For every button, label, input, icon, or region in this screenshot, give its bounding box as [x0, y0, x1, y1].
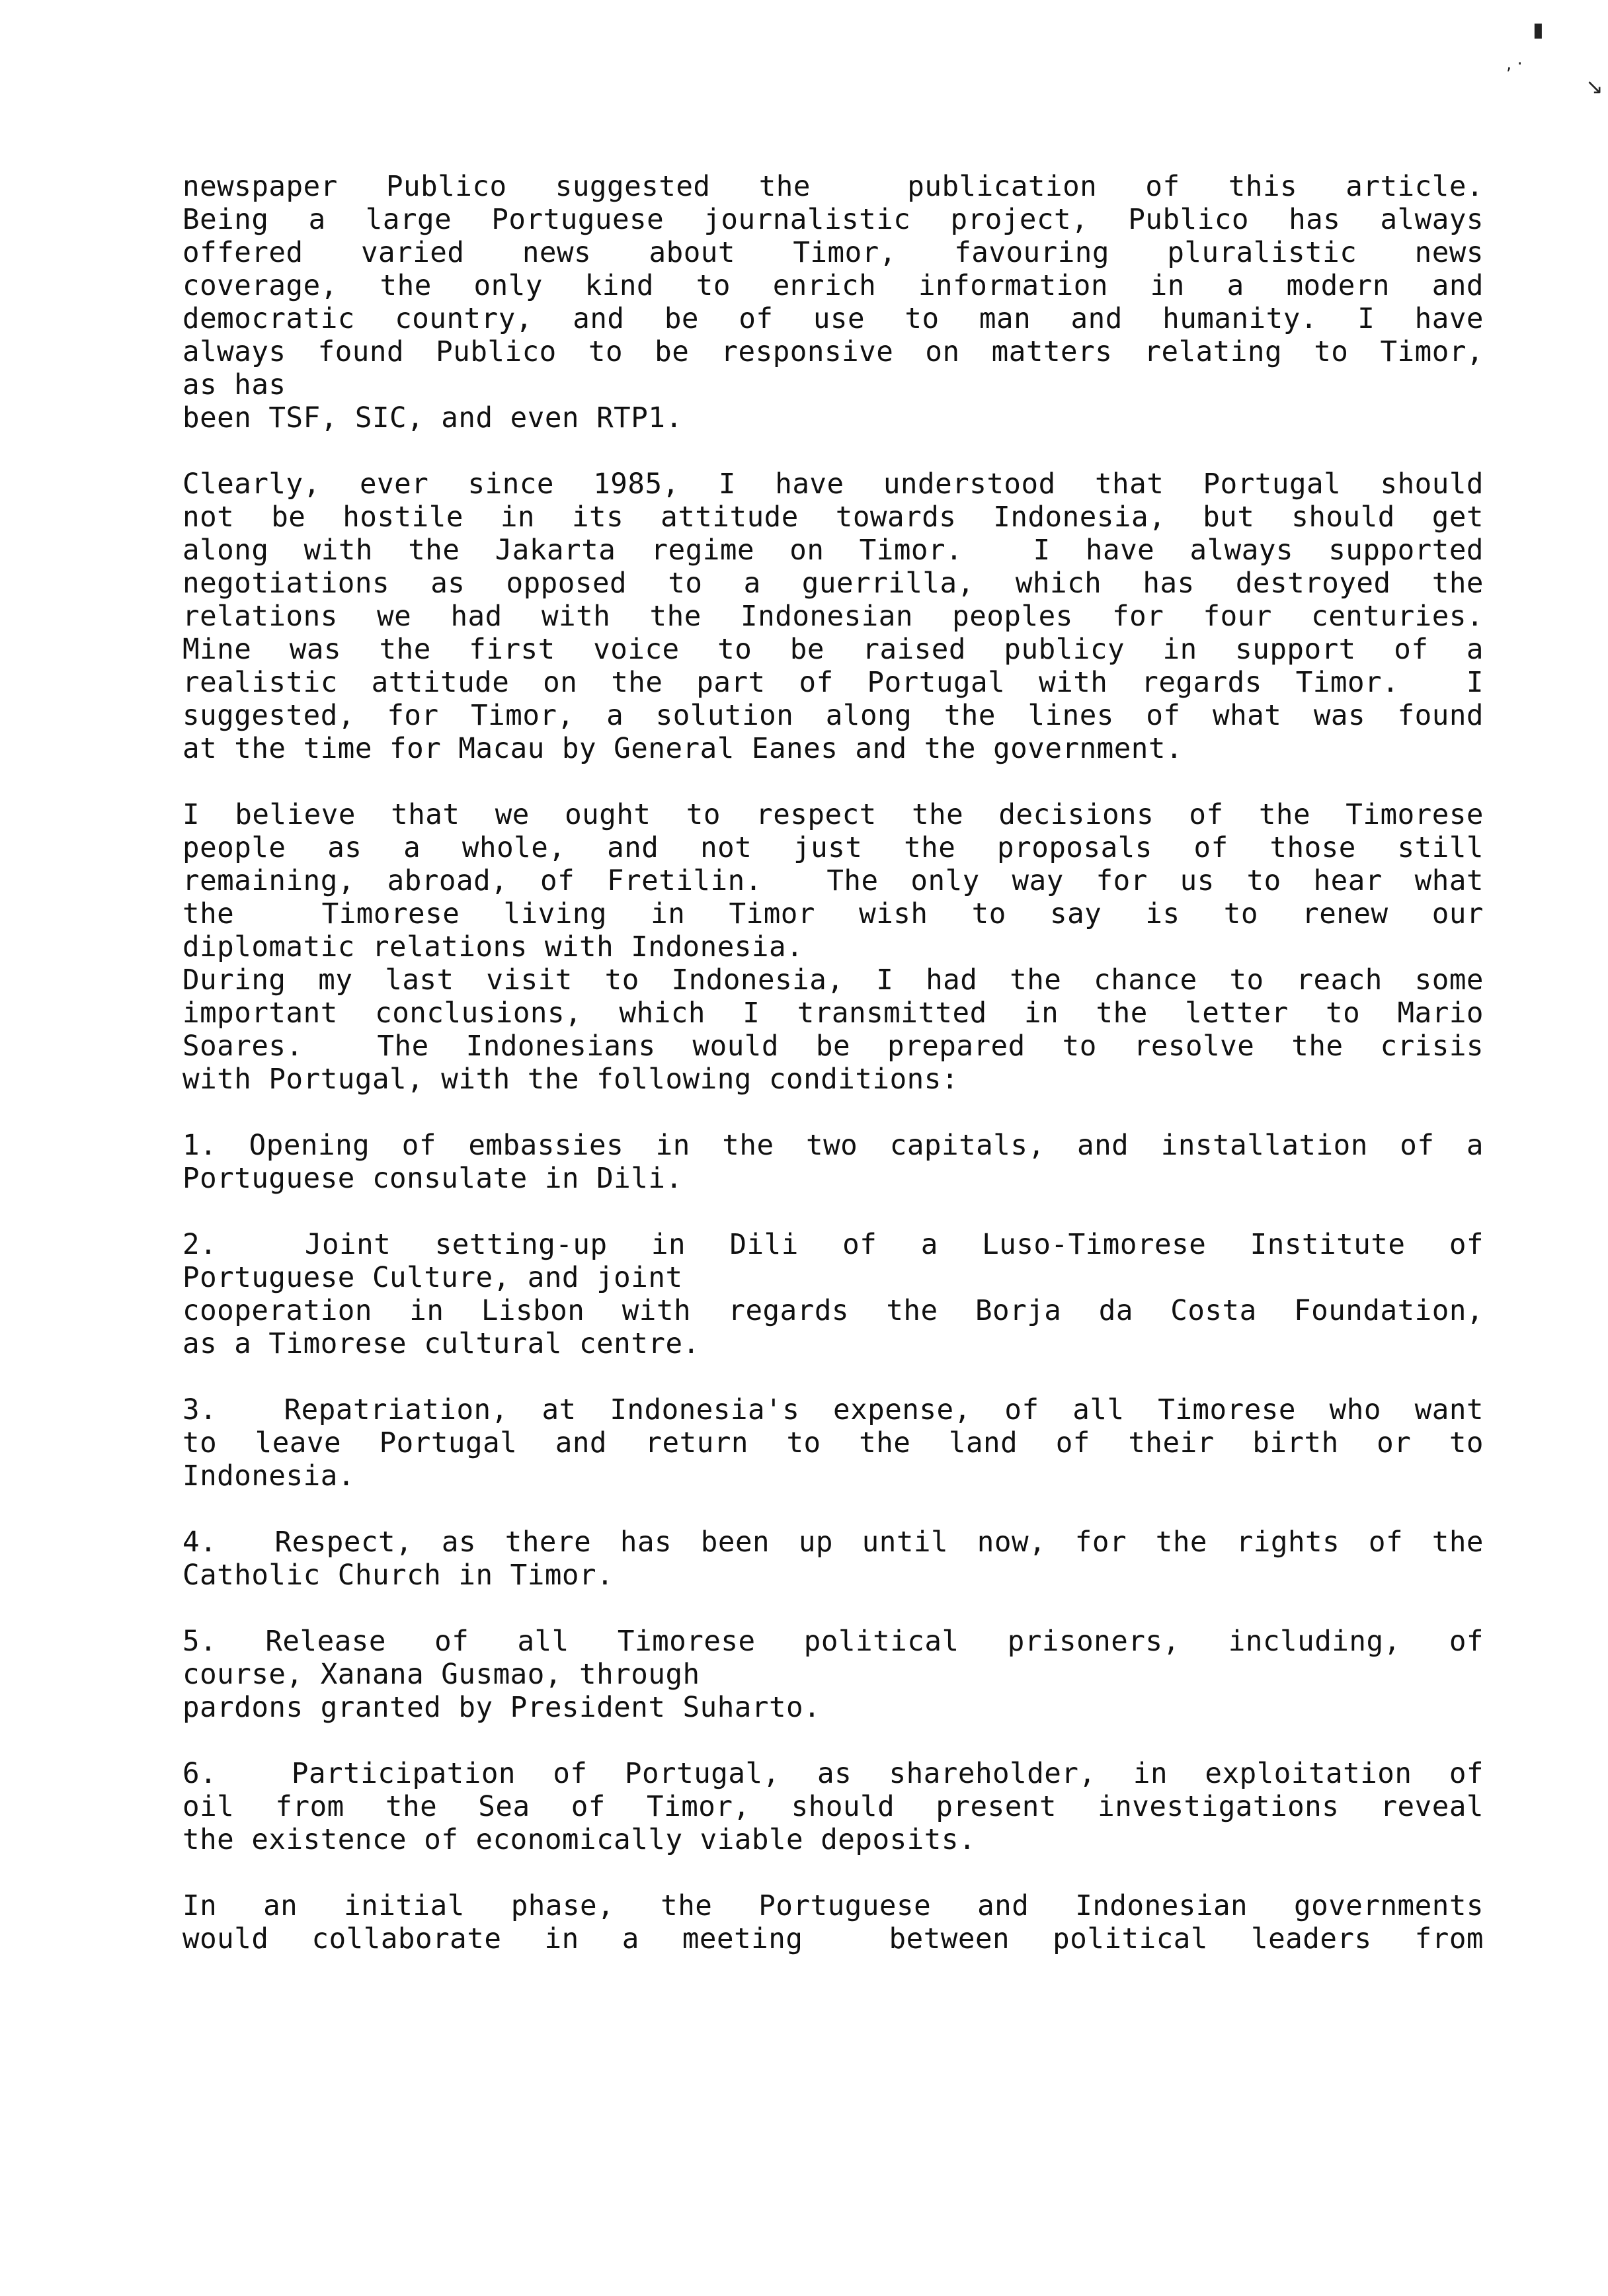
list-item: [182, 1625, 1484, 1725]
text-line: Clearly, ever since 1985, I have understood that Portugal should: [182, 468, 1484, 501]
paragraph: [182, 1890, 1484, 1956]
text-line: I believe that we ought to respect the decisions of the Timorese: [182, 799, 1484, 831]
text-line: been TSF, SIC, and even RTP1.: [182, 402, 683, 434]
text-line: the Timorese living in Timor wish to say is to renew our: [182, 898, 1484, 930]
text-line: negotiations as opposed to a guerrilla, which has destroyed the: [182, 567, 1484, 600]
list-item: [182, 1758, 1484, 1857]
list-item: [182, 1129, 1484, 1196]
text-line: Mine was the first voice to be raised publicy in support of a: [182, 634, 1484, 666]
text-line: 3. Repatriation, at Indonesia's expense, of all Timorese who want: [182, 1394, 1484, 1426]
text-line: 2. Joint setting-up in Dili of a Luso-Timorese Institute of: [182, 1229, 1484, 1261]
text-line: not be hostile in its attitude towards Indonesia, but should get: [182, 501, 1484, 534]
text-line: realistic attitude on the part of Portugal with regards Timor. I: [182, 667, 1484, 699]
text-line: with Portugal, with the following conditions:: [182, 1063, 959, 1096]
paragraph: [182, 964, 1484, 1096]
text-line: as a Timorese cultural centre.: [182, 1328, 700, 1360]
text-line: as has: [182, 369, 286, 401]
text-line: course, Xanana Gusmao, through: [182, 1659, 700, 1691]
text-line: newspaper Publico suggested the publication of this article.: [182, 171, 1484, 203]
text-line: 6. Participation of Portugal, as shareholder, in exploitation of: [182, 1758, 1484, 1790]
text-line: cooperation in Lisbon with regards the Borja da Costa Foundation,: [182, 1295, 1484, 1327]
text-line: offered varied news about Timor, favouring pluralistic news: [182, 237, 1484, 269]
text-line: democratic country, and be of use to man and humanity. I have: [182, 303, 1484, 335]
text-line: 1. Opening of embassies in the two capitals, and installation of a: [182, 1129, 1484, 1162]
text-line: Catholic Church in Timor.: [182, 1559, 614, 1592]
text-line: relations we had with the Indonesian peoples for four centuries.: [182, 600, 1484, 633]
text-line: people as a whole, and not just the proposals of those still: [182, 832, 1484, 864]
text-line: oil from the Sea of Timor, should present investigations reveal: [182, 1791, 1484, 1823]
text-line: In an initial phase, the Portuguese and Indonesian governments: [182, 1890, 1484, 1922]
text-line: diplomatic relations with Indonesia.: [182, 931, 804, 964]
text-line: to leave Portugal and return to the land of their birth or to: [182, 1427, 1484, 1459]
document-body: [182, 171, 1484, 1956]
scan-speck-mark: ▮: [1533, 19, 1544, 42]
text-line: Portuguese Culture, and joint: [182, 1262, 683, 1294]
text-line: always found Publico to be responsive on matters relating to Timor,: [182, 336, 1484, 368]
text-line: coverage, the only kind to enrich information in a modern and: [182, 270, 1484, 302]
text-line: would collaborate in a meeting between political leaders from: [182, 1923, 1484, 1955]
text-line: remaining, abroad, of Fretilin. The only way for us to hear what: [182, 865, 1484, 897]
paragraph: [182, 468, 1484, 766]
text-line: important conclusions, which I transmitted in the letter to Mario: [182, 997, 1484, 1030]
scan-speck-mark: ↘: [1586, 74, 1603, 99]
text-line: Soares. The Indonesians would be prepared to resolve the crisis: [182, 1030, 1484, 1063]
text-line: 4. Respect, as there has been up until now, for the rights of the: [182, 1526, 1484, 1559]
text-line: Being a large Portuguese journalistic project, Publico has always: [182, 204, 1484, 236]
text-line: the existence of economically viable deposits.: [182, 1824, 977, 1856]
list-item: [182, 1526, 1484, 1592]
paragraph: [182, 171, 1484, 435]
text-line: 5. Release of all Timorese political prisoners, including, of: [182, 1625, 1484, 1658]
text-line: along with the Jakarta regime on Timor. I have always supported: [182, 534, 1484, 567]
text-line: pardons granted by President Suharto.: [182, 1692, 821, 1724]
text-line: Indonesia.: [182, 1460, 355, 1493]
text-line: Portuguese consulate in Dili.: [182, 1163, 683, 1195]
text-line: suggested, for Timor, a solution along the lines of what was found: [182, 700, 1484, 732]
list-item: [182, 1229, 1484, 1361]
text-line: at the time for Macau by General Eanes and the government.: [182, 733, 1184, 765]
paragraph: [182, 799, 1484, 964]
text-line: During my last visit to Indonesia, I had the chance to reach some: [182, 964, 1484, 997]
scan-speck-mark: , ·: [1506, 54, 1523, 74]
list-item: [182, 1394, 1484, 1493]
